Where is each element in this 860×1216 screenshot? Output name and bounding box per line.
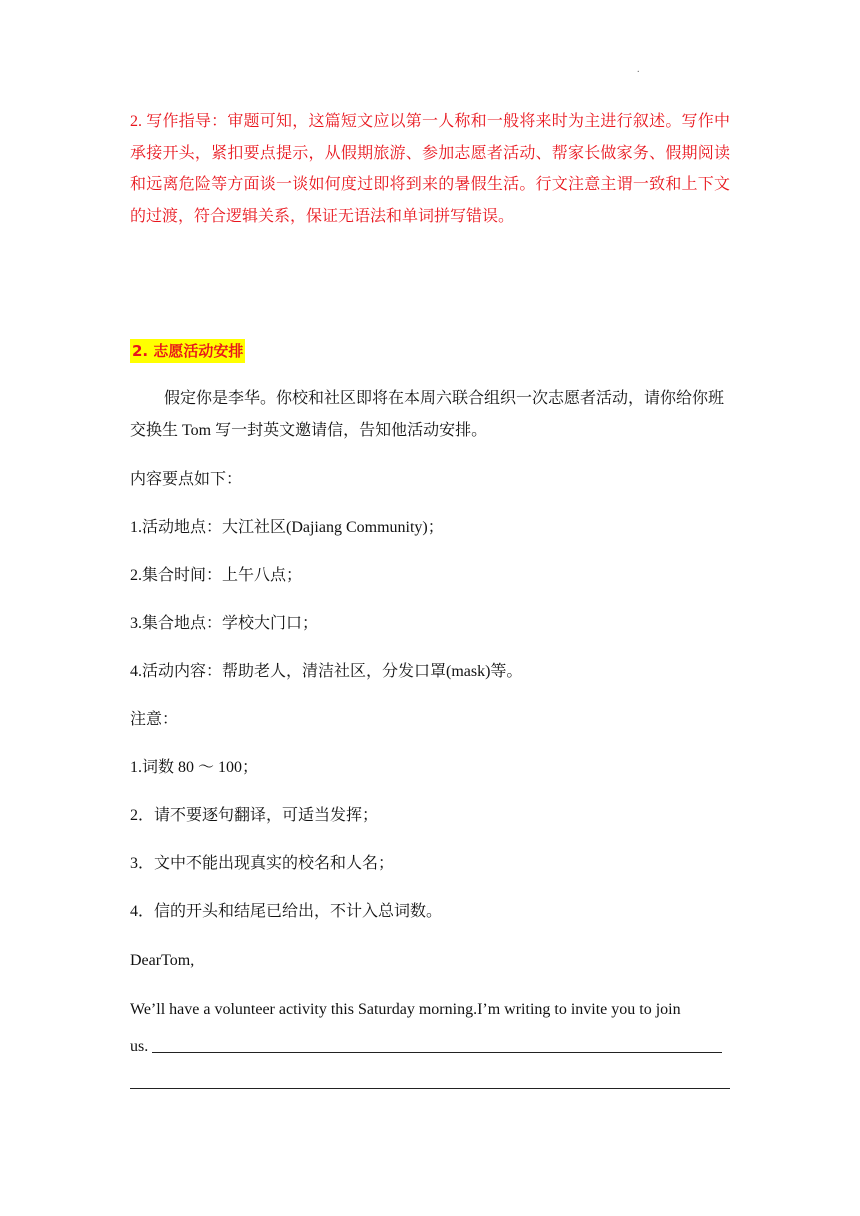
points-heading: 内容要点如下： bbox=[130, 471, 243, 488]
answer-blank-line[interactable] bbox=[152, 1052, 722, 1053]
letter-opening-line: us. bbox=[130, 1038, 149, 1055]
letter-opening-line: We’ll have a volunteer activity this Saturday morning.I’m writing to invite you to join bbox=[130, 1001, 681, 1018]
note-item: 2．请不要逐句翻译，可适当发挥； bbox=[130, 807, 379, 824]
note-item: 1.词数 80 ～ 100； bbox=[130, 759, 259, 776]
page-mark: . bbox=[637, 64, 640, 75]
section-title: 2. 志愿活动安排 bbox=[130, 339, 245, 363]
answer-blank-line[interactable] bbox=[130, 1088, 730, 1089]
notes-heading: 注意： bbox=[130, 711, 179, 728]
point-item: 4.活动内容：帮助老人，清洁社区，分发口罩(mask)等。 bbox=[130, 663, 523, 680]
point-item: 3.集合地点：学校大门口； bbox=[130, 615, 319, 632]
task-intro-paragraph: 假定你是李华。你校和社区即将在本周六联合组织一次志愿者活动，请你给你班交换生 Tom 写一封英文邀请信，告知他活动安排。 bbox=[130, 390, 725, 439]
point-item: 1.活动地点：大江社区(Dajiang Community)； bbox=[130, 519, 444, 536]
writing-guide-paragraph: 2. 写作指导：审题可知，这篇短文应以第一人称和一般将来时为主进行叙述。写作中承接开头，紧扣要点提示，从假期旅游、参加志愿者活动、帮家长做家务、假期阅读和远离危险等方面谈一谈如何度过即将到来的暑假生活。行文注意主谓一致和上下文的过渡，符合逻辑关系，保证无语法和单词拼写错误。 bbox=[130, 113, 730, 225]
note-item: 4．信的开头和结尾已给出，不计入总词数。 bbox=[130, 903, 443, 920]
note-item: 3．文中不能出现真实的校名和人名； bbox=[130, 855, 395, 872]
letter-salutation: DearTom, bbox=[130, 952, 195, 969]
point-item: 2.集合时间：上午八点； bbox=[130, 567, 303, 584]
